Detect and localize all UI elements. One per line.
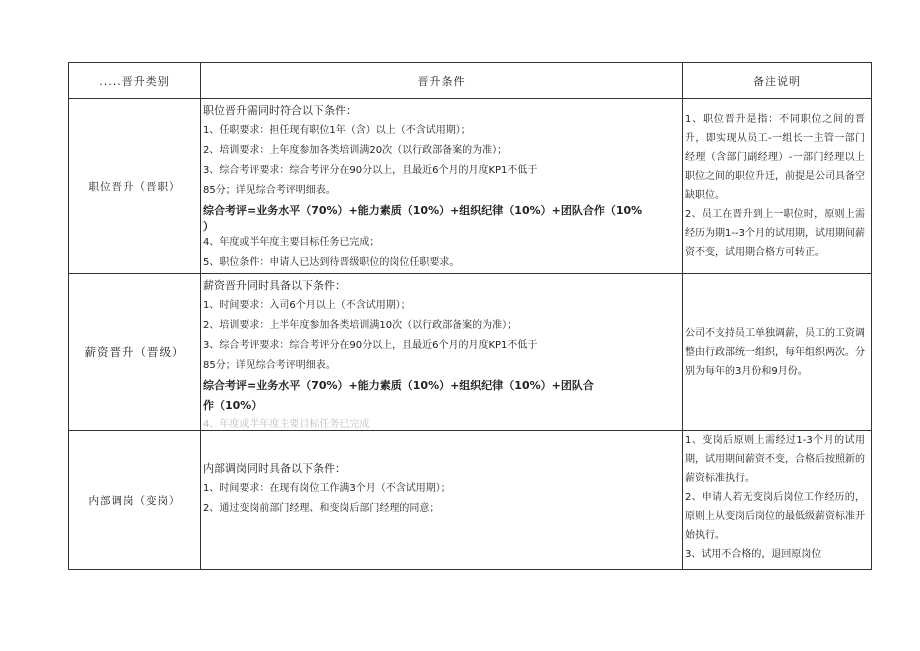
condition-line: 2、培训要求：上半年度参加各类培训满10次（以行政部备案的为准）； (203, 320, 518, 331)
condition-line: 2、通过变岗前部门经理、和变岗后部门经理的同意； (203, 503, 440, 514)
condition-line: 3、综合考评要求：综合考评分在90分以上，且最近6个月的月度KP1不低于 (203, 340, 538, 351)
notes-position-promotion (683, 99, 872, 274)
promotion-table (68, 62, 872, 570)
conditions-position-promotion (201, 99, 683, 274)
condition-line: 1、时间要求：在现有岗位工作满3个月（不含试用期）； (203, 483, 451, 494)
note-paragraph: 2、申请人若无变岗后岗位工作经历的，原则上从变岗后岗位的最低级薪资标准开始执行。 (685, 492, 865, 541)
condition-line: 1、时间要求：入司6个月以上（不含试用期）； (203, 300, 411, 311)
condition-line: 2、培训要求：上年度参加各类培训满20次（以行政部备案的为准）； (203, 145, 508, 156)
condition-line: 薪资晋升同时具备以下条件： (203, 279, 346, 292)
header-notes: 备注说明 (683, 63, 872, 99)
condition-line: 综合考评=业务水平（70%）+能力素质（10%）+组织纪律（10%）+团队合作（10% (203, 204, 643, 217)
condition-line: 职位晋升需同时符合以下条件： (203, 104, 357, 117)
table-row (69, 99, 872, 274)
condition-line-cut-off: 4、年度或半年度主要目标任务已完成 (203, 419, 370, 430)
note-paragraph: 1、职位晋升是指：不同职位之间的晋升，即实现从员工-一组长一主管一部门经理（含部门副经理）-一部门经理以上职位之间的职位升迁，前提是公司具备空缺职位。 (685, 114, 865, 201)
note-paragraph: 1、变岗后原则上需经过1-3个月的试用期，试用期间薪资不变，合格后按照新的薪资标准执行。 (685, 435, 865, 484)
condition-line: 4、年度或半年度主要目标任务已完成； (203, 237, 380, 248)
category-internal-transfer: 内部调岗（变岗） (69, 431, 201, 570)
table-row (69, 274, 872, 431)
note-paragraph: 3、试用不合格的，退回原岗位 (685, 549, 822, 560)
condition-line: 综合考评=业务水平（70%）+能力素质（10%）+组织纪律（10%）+团队合 (203, 379, 594, 392)
notes-internal-transfer (683, 431, 872, 570)
conditions-salary-promotion (201, 274, 683, 431)
header-category: .....晋升类别 (69, 63, 201, 99)
table-row (69, 431, 872, 570)
condition-line: 1、任职要求：担任现有职位1年（含）以上（不含试用期）； (203, 125, 471, 136)
header-row (69, 63, 872, 99)
category-salary-promotion: 薪资晋升（晋级） (69, 274, 201, 431)
conditions-internal-transfer (201, 431, 683, 570)
condition-line: 作（10%） (203, 399, 263, 412)
condition-line: 85分；详见综合考评明细表。 (203, 185, 336, 196)
condition-line: 3、综合考评要求：综合考评分在90分以上，且最近6个月的月度KP1不低于 (203, 165, 538, 176)
condition-line: 5、职位条件：申请人已达到待晋级职位的岗位任职要求。 (203, 257, 460, 268)
note-paragraph: 公司不支持员工单独调薪，员工的工资调整由行政部统一组织，每年组织两次。分别为每年的3月份和9月份。 (685, 327, 865, 377)
category-position-promotion: 职位晋升（晋职） (69, 99, 201, 274)
note-paragraph: 2、员工在晋升到上一职位时，原则上需经历为期1--3个月的试用期，试用期间薪资不变，试用期合格方可转正。 (685, 209, 865, 258)
header-conditions: 晋升条件 (201, 63, 683, 99)
notes-salary-promotion (683, 274, 872, 431)
condition-line: ） (203, 220, 214, 233)
condition-line: 内部调岗同时具备以下条件： (203, 462, 346, 475)
condition-line: 85分；详见综合考评明细表。 (203, 360, 336, 371)
